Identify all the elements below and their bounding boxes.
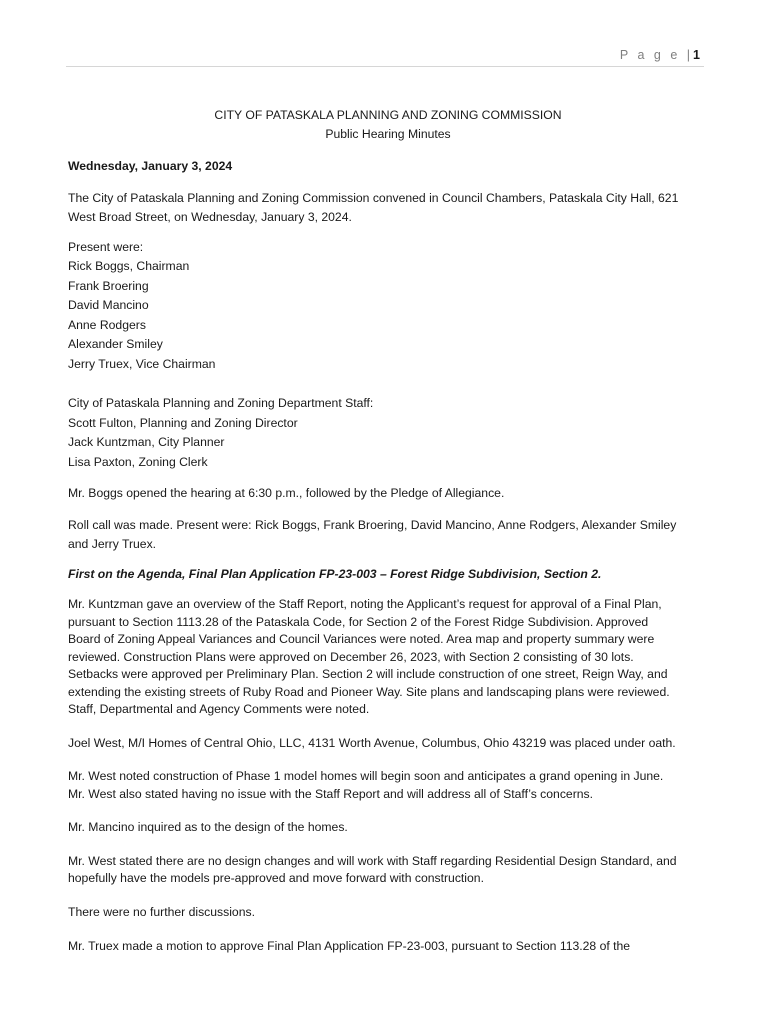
west-line: hopefully have the models pre-approved and move forward with construction. <box>68 871 484 885</box>
page-label: P a g e <box>619 48 681 62</box>
document-subtitle: Public Hearing Minutes <box>325 127 451 141</box>
roll-call-line-2: and Jerry Truex. <box>68 537 157 551</box>
page-number <box>620 48 700 62</box>
opening-statement: Mr. Boggs opened the hearing at 6:30 p.m., followed by the Pledge of Allegiance. <box>68 486 505 500</box>
west-paragraph-2 <box>68 853 708 888</box>
staff-item: Lisa Paxton, Zoning Clerk <box>68 454 208 469</box>
page-separator: | <box>686 48 694 62</box>
staff-label: City of Pataskala Planning and Zoning Department Staff: <box>68 396 374 410</box>
page-header <box>66 46 704 67</box>
member-item: Frank Broering <box>68 278 149 293</box>
member-item: Jerry Truex, Vice Chairman <box>68 356 216 371</box>
intro-line-2: West Broad Street, on Wednesday, January 3, 2024. <box>68 210 352 224</box>
motion-statement: Mr. Truex made a motion to approve Final Plan Application FP-23-003, pursuant to Section 113.28 of the <box>68 939 631 953</box>
oath-statement: Joel West, M/I Homes of Central Ohio, LLC, 4131 Worth Avenue, Columbus, Ohio 43219 was placed under oath. <box>68 735 676 750</box>
member-item: Rick Boggs, Chairman <box>68 259 190 273</box>
intro-line-1: The City of Pataskala Planning and Zoning Commission convened in Council Chambers, Pataskala City Hall, 621 <box>68 190 679 205</box>
overview-line: Setbacks were approved per Preliminary Plan. Section 2 will include construction of one street, Reign Way, and <box>68 667 668 681</box>
west-line: Mr. West noted construction of Phase 1 model homes will begin soon and anticipates a grand opening in June. <box>68 769 664 783</box>
overview-paragraph <box>68 596 708 719</box>
member-item: Anne Rodgers <box>68 317 146 332</box>
roll-call-line-1: Roll call was made. Present were: Rick Boggs, Frank Broering, David Mancino, Anne Rodgers, Alexander Smiley <box>68 517 677 532</box>
overview-line: reviewed. Construction Plans were approved on December 26, 2023, with Section 2 consisting of 30 lots. <box>68 649 634 664</box>
overview-line: Mr. Kuntzman gave an overview of the Staff Report, noting the Applicant’s request for approval of a Final Plan, <box>68 597 662 611</box>
member-item: Alexander Smiley <box>68 337 163 351</box>
staff-item: Scott Fulton, Planning and Zoning Director <box>68 415 298 430</box>
agenda-heading: First on the Agenda, Final Plan Application FP-23-003 – Forest Ridge Subdivision, Section 2. <box>68 566 602 581</box>
west-line: Mr. West stated there are no design changes and will work with Staff regarding Residential Design Standard, and <box>68 853 677 868</box>
mancino-statement: Mr. Mancino inquired as to the design of the homes. <box>68 820 348 834</box>
present-label: Present were: <box>68 239 144 254</box>
west-line: Mr. West also stated having no issue with the Staff Report and will address all of Staff’s concerns. <box>68 786 594 801</box>
overview-line: extending the existing streets of Ruby Road and Pioneer Way. Site plans and landscaping plans were reviewed. <box>68 684 670 699</box>
overview-line: Staff, Departmental and Agency Comments were noted. <box>68 702 370 716</box>
overview-line: pursuant to Section 1113.28 of the Pataskala Code, for Section 2 of the Forest Ridge Subdivision. Approved <box>68 614 649 629</box>
staff-item: Jack Kuntzman, City Planner <box>68 435 225 449</box>
overview-line: Board of Zoning Appeal Variances and Council Variances were noted. Area map and property summary were <box>68 632 655 646</box>
no-further-statement: There were no further discussions. <box>68 904 255 919</box>
document-body <box>68 106 708 957</box>
date-heading: Wednesday, January 3, 2024 <box>68 159 233 173</box>
page-number-value: 1 <box>693 48 700 62</box>
west-paragraph-1 <box>68 768 708 803</box>
document-title: CITY OF PATASKALA PLANNING AND ZONING COMMISSION <box>214 108 562 122</box>
member-item: David Mancino <box>68 298 149 312</box>
